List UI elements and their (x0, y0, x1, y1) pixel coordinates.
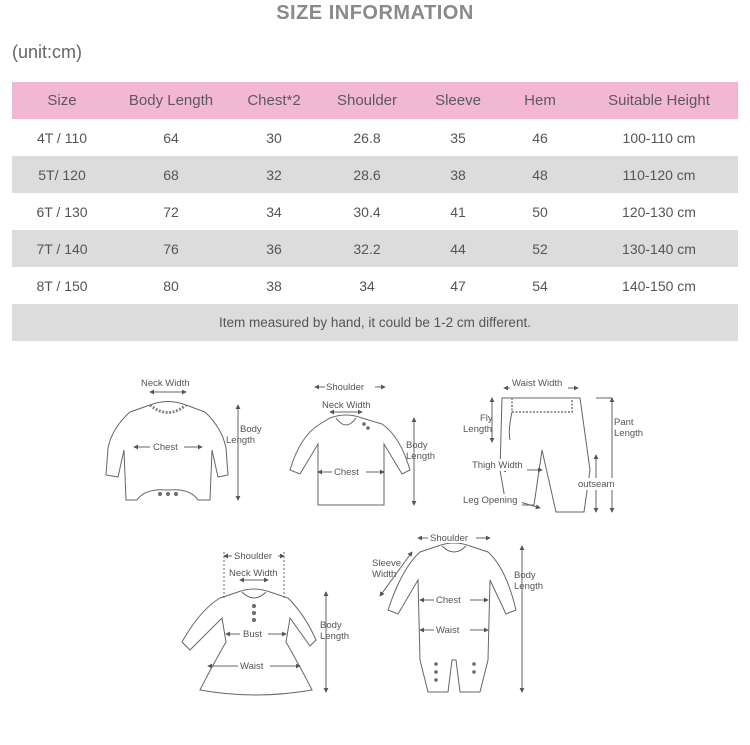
table-cell: 30 (266, 129, 282, 146)
bodysuit-chest-label: Chest (153, 442, 178, 453)
dress-bust-label: Bust (243, 629, 263, 640)
measurement-diagrams (0, 365, 750, 745)
table-cell: 32 (230, 156, 318, 193)
dress-body-label-1: Body (320, 620, 342, 631)
table-cell: 47 (450, 277, 466, 294)
pants-leg-opening-label: Leg Opening (463, 495, 518, 506)
column-header-sleeve: Sleeve (416, 82, 500, 119)
table-cell: 50 (532, 203, 548, 220)
table-cell: 32.2 (318, 230, 416, 267)
table-cell: 8T / 150 (36, 277, 88, 294)
table-cell: 6T / 130 (36, 203, 88, 220)
dress-neck-width-label: Neck Width (229, 568, 278, 579)
measurement-note: Item measured by hand, it could be 1-2 cm different. (12, 304, 738, 341)
bodysuit-neck-width-label: Neck Width (141, 378, 190, 389)
table-cell: 30.4 (353, 203, 381, 220)
table-cell: 7T / 140 (12, 230, 112, 267)
romper-diagram (380, 538, 522, 692)
romper-chest-label: Chest (436, 595, 461, 606)
table-row (12, 119, 738, 156)
table-cell: 44 (416, 230, 500, 267)
page-title: SIZE INFORMATION (276, 2, 474, 24)
column-header-shoulder: Shoulder (318, 82, 416, 119)
table-cell: 46 (532, 129, 548, 146)
table-row (12, 267, 738, 304)
table-cell: 48 (500, 156, 580, 193)
table-cell: 110-120 cm (580, 156, 738, 193)
pants-diagram (492, 388, 612, 512)
table-cell: 100-110 cm (622, 129, 696, 146)
shirt-outline (290, 415, 410, 505)
pants-pant-label-1: Pant (614, 417, 634, 428)
dress-shoulder-label: Shoulder (234, 551, 273, 562)
shirt-body-label-2: Length (406, 451, 436, 462)
romper-body-label-2: Length (514, 581, 544, 592)
shirt-chest-label: Chest (334, 467, 359, 478)
table-cell: 26.8 (353, 129, 381, 146)
pants-waist-width-label: Waist Width (512, 378, 563, 389)
table-cell: 64 (163, 129, 179, 146)
dress-waist-label: Waist (240, 661, 264, 672)
pants-pant-label-2: Length (614, 428, 644, 439)
pants-thigh-width-label: Thigh Width (472, 460, 523, 471)
shirt-shoulder-label: Shoulder (326, 382, 365, 393)
table-cell: 28.6 (318, 156, 416, 193)
table-cell: 41 (450, 203, 466, 220)
size-table (12, 82, 738, 341)
table-cell: 68 (112, 156, 230, 193)
table-row (12, 156, 738, 193)
bodysuit-body-label-1: Body (240, 424, 262, 435)
table-header-row (12, 82, 738, 119)
table-cell: 35 (450, 129, 466, 146)
pants-fly-label-1: Fly (480, 413, 493, 424)
pants-fly-label-2: Length (463, 424, 493, 435)
romper-shoulder-label: Shoulder (430, 533, 469, 544)
unit-label: (unit:cm) (12, 42, 83, 62)
table-cell: 54 (532, 277, 548, 294)
column-header-hem: Hem (500, 82, 580, 119)
column-header-suitable-height: Suitable Height (580, 82, 738, 119)
table-cell: 38 (266, 277, 282, 294)
dress-body-label-2: Length (320, 631, 350, 642)
table-cell: 120-130 cm (622, 203, 696, 220)
shirt-neck-width-label: Neck Width (322, 400, 371, 411)
table-cell: 36 (230, 230, 318, 267)
table-cell: 130-140 cm (580, 230, 738, 267)
table-cell: 72 (163, 203, 179, 220)
column-header-body-length: Body Length (112, 82, 230, 119)
pants-outseam-label: outseam (578, 479, 615, 490)
table-cell: 52 (500, 230, 580, 267)
table-row (12, 230, 738, 267)
table-cell: 76 (112, 230, 230, 267)
table-cell: 80 (163, 277, 179, 294)
shirt-body-label-1: Body (406, 440, 428, 451)
romper-outline (388, 543, 516, 692)
table-row (12, 193, 738, 230)
bodysuit-body-label-2: Length (226, 435, 256, 446)
table-cell: 34 (359, 277, 375, 294)
table-cell: 5T/ 120 (12, 156, 112, 193)
dress-outline (182, 589, 316, 695)
table-cell: 34 (266, 203, 282, 220)
romper-waist-label: Waist (436, 625, 460, 636)
table-cell: 140-150 cm (622, 277, 696, 294)
table-cell: 4T / 110 (36, 129, 88, 146)
romper-sleeve-label-2: Width (372, 569, 397, 580)
table-cell: 38 (416, 156, 500, 193)
romper-body-label-1: Body (514, 570, 536, 581)
column-header-chest: Chest*2 (230, 82, 318, 119)
romper-sleeve-label-1: Sleeve (372, 558, 402, 569)
column-header-size: Size (12, 82, 112, 119)
table-note-row (12, 304, 738, 341)
